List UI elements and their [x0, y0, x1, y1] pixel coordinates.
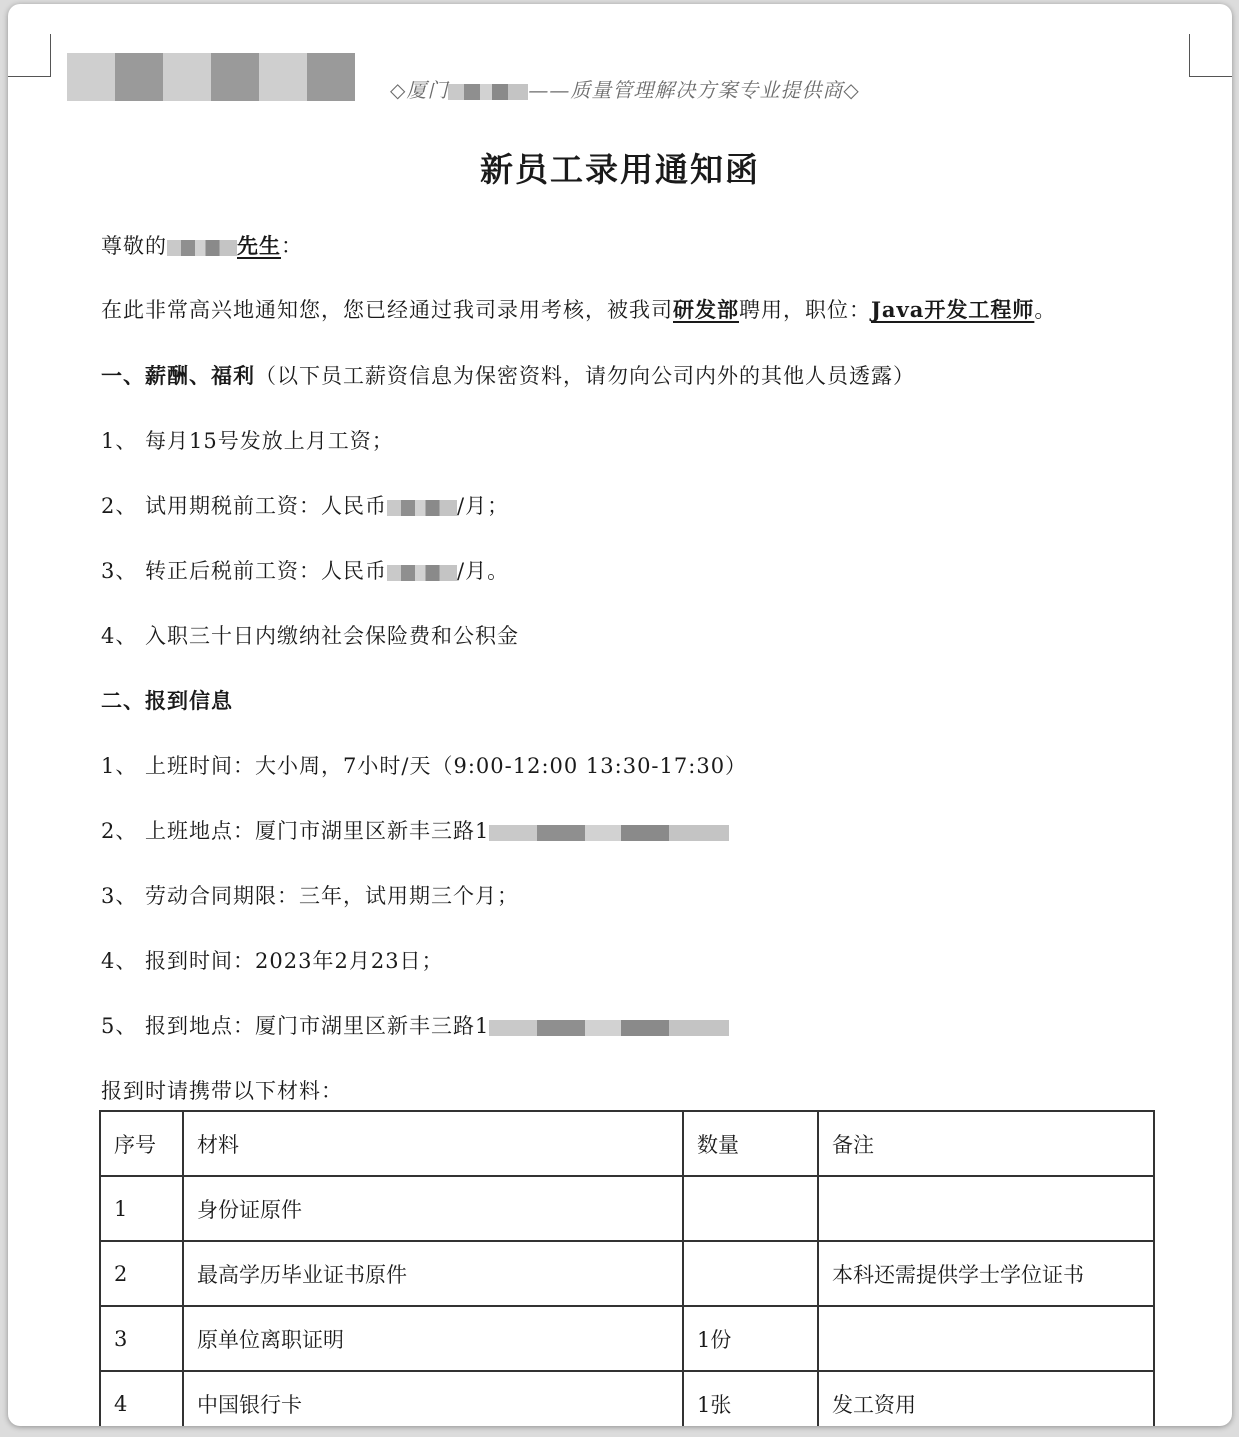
salary-item-3: 3、 转正后税前工资：人民币 /月。: [101, 559, 510, 583]
table-cell: [683, 1176, 818, 1241]
table-cell: 1张: [683, 1371, 818, 1426]
report-item-5: 5、 报到地点：厦门市湖里区新丰三路1: [101, 1010, 729, 1040]
materials-table: [99, 1110, 1155, 1426]
department: 研发部: [673, 297, 739, 322]
table-cell: 1份: [683, 1306, 818, 1371]
table-cell: 身份证原件: [183, 1176, 683, 1241]
redacted-probation-salary: [387, 500, 457, 516]
table-row: [100, 1241, 1154, 1306]
table-header-row: [100, 1111, 1154, 1176]
redacted-name: [167, 240, 237, 256]
table-cell: 2: [100, 1241, 183, 1306]
section-report-heading: 二、报到信息: [101, 688, 233, 713]
table-row: [100, 1306, 1154, 1371]
materials-intro: 报到时请携带以下材料：: [101, 1079, 343, 1103]
table-cell: [683, 1241, 818, 1306]
table-row: [100, 1176, 1154, 1241]
salary-item-2: 2、 试用期税前工资：人民币 /月；: [101, 494, 510, 518]
document-page: [8, 4, 1232, 1426]
redacted-company-name: [448, 84, 528, 100]
redacted-report-address: [489, 1020, 729, 1036]
table-header-cell: 材料: [183, 1111, 683, 1176]
crop-mark-top-left: [8, 34, 51, 77]
table-header-cell: 备注: [818, 1111, 1154, 1176]
table-header-cell: 序号: [100, 1111, 183, 1176]
table-cell: 中国银行卡: [183, 1371, 683, 1426]
report-item-3: 3、 劳动合同期限：三年，试用期三个月；: [101, 884, 520, 908]
report-item-2: 2、 上班地点：厦门市湖里区新丰三路1: [101, 815, 729, 845]
table-header-cell: 数量: [683, 1111, 818, 1176]
section-compensation-heading: 一、薪酬、福利（以下员工薪资信息为保密资料，请勿向公司内外的其他人员透露）: [101, 363, 915, 388]
intro-paragraph: 在此非常高兴地通知您，您已经通过我司录用考核，被我司研发部聘用，职位：Java开发工程师。: [101, 297, 1057, 322]
report-item-4: 4、 报到时间：2023年2月23日；: [101, 949, 444, 973]
table-cell: [818, 1306, 1154, 1371]
table-cell: 4: [100, 1371, 183, 1426]
header-tagline: ◇厦门 ——质量管理解决方案专业提供商◇: [390, 78, 860, 102]
table-cell: 1: [100, 1176, 183, 1241]
salary-item-1: 1、 每月15号发放上月工资；: [101, 429, 394, 453]
document-title: 新员工录用通知函: [480, 150, 760, 189]
company-logo-redacted: [67, 53, 355, 101]
redacted-work-address: [489, 825, 729, 841]
table-cell: 发工资用: [818, 1371, 1154, 1426]
table-cell: 本科还需提供学士学位证书: [818, 1241, 1154, 1306]
report-item-1: 1、 上班时间：大小周，7小时/天（9:00-12:00 13:30-17:30）: [101, 754, 748, 778]
greeting: 尊敬的 先生：: [101, 233, 303, 258]
salary-item-4: 4、 入职三十日内缴纳社会保险费和公积金: [101, 624, 520, 648]
table-row: [100, 1371, 1154, 1426]
table-cell: 原单位离职证明: [183, 1306, 683, 1371]
table-cell: 最高学历毕业证书原件: [183, 1241, 683, 1306]
table-cell: [818, 1176, 1154, 1241]
redacted-regular-salary: [387, 565, 457, 581]
crop-mark-top-right: [1189, 34, 1232, 77]
table-cell: 3: [100, 1306, 183, 1371]
position: Java开发工程师: [871, 297, 1035, 322]
